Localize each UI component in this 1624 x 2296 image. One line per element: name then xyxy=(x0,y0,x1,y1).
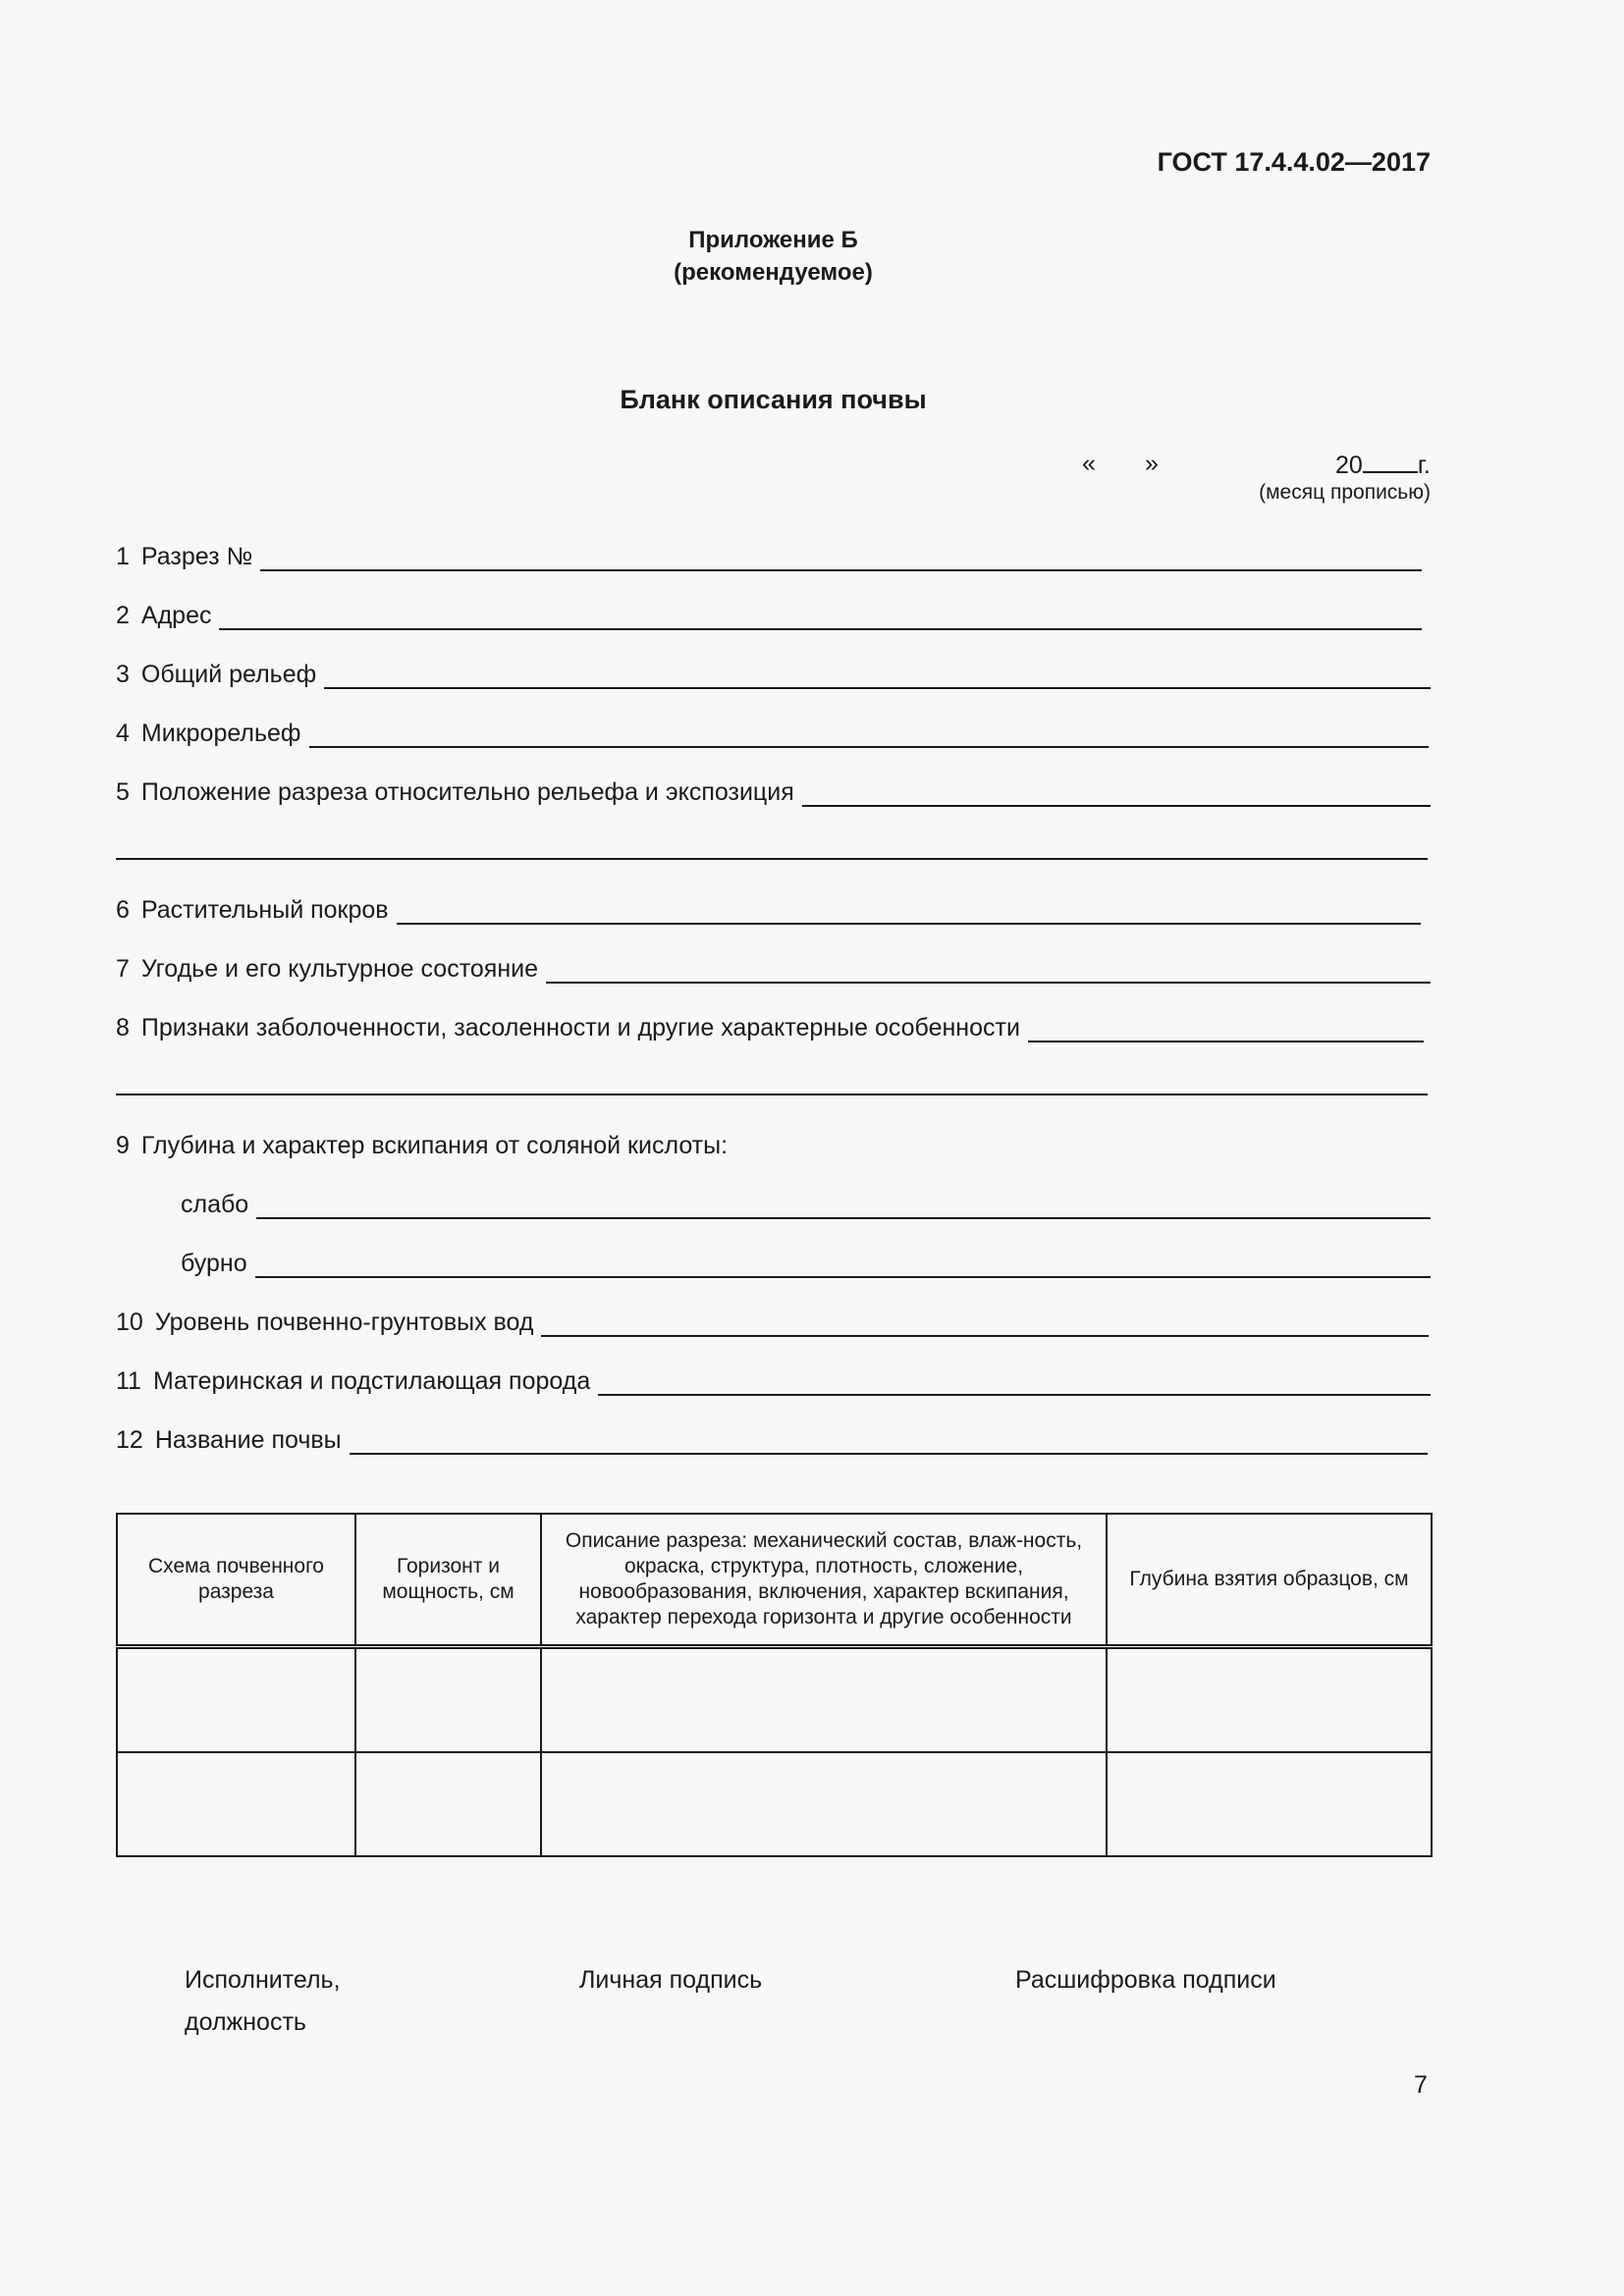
field-section-position xyxy=(116,774,1431,807)
signature-personal: Личная подпись xyxy=(579,1966,763,1994)
table-cell[interactable] xyxy=(541,1752,1107,1856)
field-label: Признаки заболоченности, засоленности и другие характерные особенности xyxy=(140,1014,1020,1041)
page-number: 7 xyxy=(1414,2071,1428,2099)
table-cell[interactable] xyxy=(1107,1647,1432,1753)
field-num: 2 xyxy=(116,602,130,629)
table-cell[interactable] xyxy=(355,1752,541,1856)
field-label: Глубина и характер вскипания от соляной кислоты: xyxy=(140,1132,729,1159)
field-features xyxy=(116,1009,1424,1042)
field-label: Адрес xyxy=(140,602,212,629)
field-land-use xyxy=(116,950,1431,984)
executor-line2: должность xyxy=(185,2008,306,2036)
field-num: 7 xyxy=(116,955,130,983)
field-num: 5 xyxy=(116,778,130,806)
field-label: бурно xyxy=(181,1250,247,1277)
field-label: слабо xyxy=(181,1191,249,1218)
field-blank[interactable] xyxy=(802,781,1431,807)
year-suffix: г. xyxy=(1417,452,1431,479)
field-num: 11 xyxy=(116,1367,141,1395)
form-title: Бланк описания почвы xyxy=(620,385,927,414)
appendix-note: (рекомендуемое) xyxy=(674,259,873,286)
field-blank[interactable] xyxy=(116,834,1428,860)
table-row xyxy=(117,1647,1432,1753)
field-blank[interactable] xyxy=(260,546,1422,571)
field-soil-name xyxy=(116,1421,1428,1455)
field-num: 3 xyxy=(116,661,130,688)
field-blank[interactable] xyxy=(324,664,1431,689)
field-blank[interactable] xyxy=(309,722,1429,748)
year-blank[interactable] xyxy=(1363,450,1418,473)
field-num: 9 xyxy=(116,1132,130,1159)
field-label: Положение разреза относительно рельефа и экспозиция xyxy=(140,778,794,806)
table-header-row xyxy=(117,1514,1432,1647)
field-address xyxy=(116,597,1422,630)
executor-line1: Исполнитель, xyxy=(185,1966,341,1994)
field-blank[interactable] xyxy=(397,899,1421,925)
appendix-title: Приложение Б xyxy=(688,227,858,253)
field-label: Уровень почвенно-грунтовых вод xyxy=(154,1308,534,1336)
field-vegetation xyxy=(116,891,1421,925)
field-blank[interactable] xyxy=(255,1253,1431,1278)
field-effervescence-weak xyxy=(181,1186,1431,1219)
header-description: Описание разреза: механический состав, влаж-ность, окраска, структура, плотность, сложение, новообразования, включения, характер вскипания, характер перехода горизонта и другие особенности xyxy=(541,1514,1107,1647)
standard-number: ГОСТ 17.4.4.02—2017 xyxy=(1157,147,1431,177)
field-blank[interactable] xyxy=(219,605,1422,630)
field-general-relief xyxy=(116,656,1431,689)
header-scheme: Схема почвенного разреза xyxy=(117,1514,355,1647)
year-prefix: 20 xyxy=(1335,452,1363,479)
field-num: 6 xyxy=(116,896,130,924)
field-num: 1 xyxy=(116,543,130,570)
table-row xyxy=(117,1752,1432,1856)
field-blank[interactable] xyxy=(350,1429,1428,1455)
field-section-number xyxy=(116,538,1422,571)
month-note: (месяц прописью) xyxy=(1259,481,1431,504)
field-features-cont xyxy=(116,1062,1428,1095)
appendix-heading xyxy=(0,224,1546,289)
field-blank[interactable] xyxy=(256,1194,1431,1219)
header-horizon: Горизонт и мощность, см xyxy=(355,1514,541,1647)
date-quote-close: » xyxy=(1145,450,1159,477)
date-year xyxy=(1335,450,1431,480)
table-cell[interactable] xyxy=(117,1752,355,1856)
table-cell[interactable] xyxy=(1107,1752,1432,1856)
field-num: 12 xyxy=(116,1426,143,1454)
date-quote-open: « xyxy=(1082,450,1096,477)
field-label: Угодье и его культурное состояние xyxy=(140,955,538,983)
field-blank[interactable] xyxy=(598,1370,1431,1396)
field-effervescence xyxy=(116,1127,1431,1160)
field-label: Растительный покров xyxy=(140,896,389,924)
table-cell[interactable] xyxy=(355,1647,541,1753)
header-sample-depth: Глубина взятия образцов, см xyxy=(1107,1514,1432,1647)
field-microrelief xyxy=(116,715,1429,748)
field-blank[interactable] xyxy=(541,1311,1429,1337)
soil-profile-table xyxy=(116,1513,1433,1857)
field-label: Микрорельеф xyxy=(140,720,301,747)
signature-decode: Расшифровка подписи xyxy=(1015,1966,1276,1994)
field-num: 8 xyxy=(116,1014,130,1041)
field-label: Общий рельеф xyxy=(140,661,317,688)
field-parent-rock xyxy=(116,1362,1431,1396)
field-label: Название почвы xyxy=(154,1426,342,1454)
field-effervescence-strong xyxy=(181,1245,1431,1278)
field-label: Материнская и подстилающая порода xyxy=(152,1367,591,1395)
signature-executor xyxy=(185,1959,341,2044)
field-section-position-cont xyxy=(116,827,1428,860)
field-blank[interactable] xyxy=(1028,1017,1424,1042)
field-blank[interactable] xyxy=(546,958,1431,984)
field-groundwater xyxy=(116,1304,1429,1337)
field-label: Разрез № xyxy=(140,543,253,570)
field-num: 4 xyxy=(116,720,130,747)
field-num: 10 xyxy=(116,1308,143,1336)
field-blank[interactable] xyxy=(116,1070,1428,1095)
table-cell[interactable] xyxy=(541,1647,1107,1753)
table-cell[interactable] xyxy=(117,1647,355,1753)
